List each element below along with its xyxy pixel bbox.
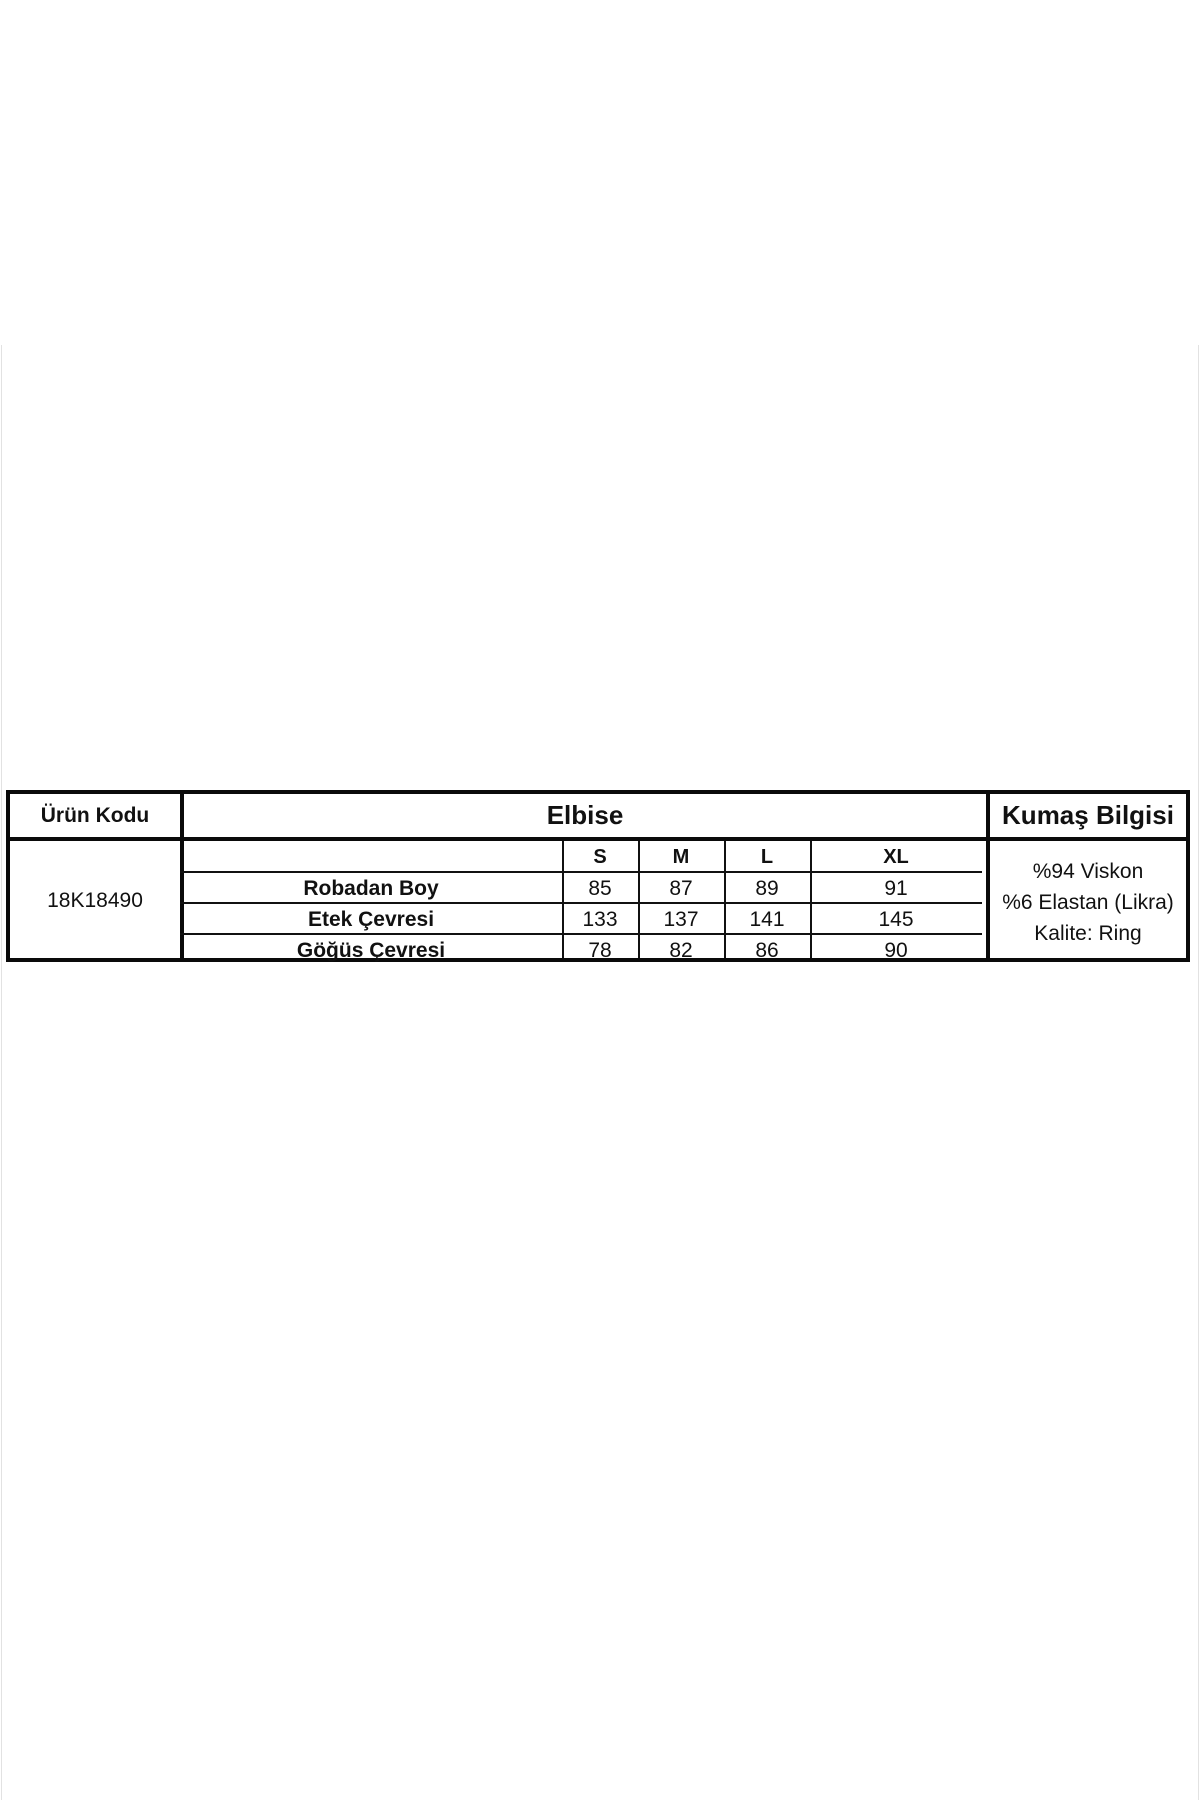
cell-value: 137 xyxy=(663,908,699,931)
page-edge-left xyxy=(1,345,2,1800)
cell-value: 82 xyxy=(669,939,693,962)
cell-value: 141 xyxy=(749,908,785,931)
size-header-m: M xyxy=(672,846,690,868)
row-divider xyxy=(180,933,982,935)
cell-value: 133 xyxy=(582,908,618,931)
product-code-header: Ürün Kodu xyxy=(40,804,150,827)
product-code-value: 18K18490 xyxy=(47,889,143,912)
row-divider xyxy=(180,871,982,873)
row-label-chest: Göğüs Çevresi xyxy=(296,939,446,962)
page-edge-right xyxy=(1198,345,1199,1800)
cell-value: 90 xyxy=(884,939,908,962)
fabric-line-elastane: %6 Elastan (Likra) xyxy=(1002,891,1174,914)
cell-value: 78 xyxy=(588,939,612,962)
product-name-header: Elbise xyxy=(546,800,624,830)
cell-value: 87 xyxy=(669,877,693,900)
size-header-l: L xyxy=(760,846,774,868)
size-header-xl: XL xyxy=(883,846,909,868)
cell-value: 85 xyxy=(588,877,612,900)
fabric-line-quality: Kalite: Ring xyxy=(1034,922,1142,945)
measurement-grid xyxy=(180,841,982,962)
cell-value: 89 xyxy=(755,877,779,900)
fabric-line-viscose: %94 Viskon xyxy=(1032,860,1144,883)
cell-value: 145 xyxy=(878,908,914,931)
size-header-s: S xyxy=(593,846,607,868)
cell-value: 86 xyxy=(755,939,779,962)
row-label-length: Robadan Boy xyxy=(303,877,439,900)
row-label-hem: Etek Çevresi xyxy=(307,908,435,931)
row-divider xyxy=(180,902,982,904)
fabric-info-header: Kumaş Bilgisi xyxy=(1002,800,1174,830)
cell-value: 91 xyxy=(884,877,908,900)
